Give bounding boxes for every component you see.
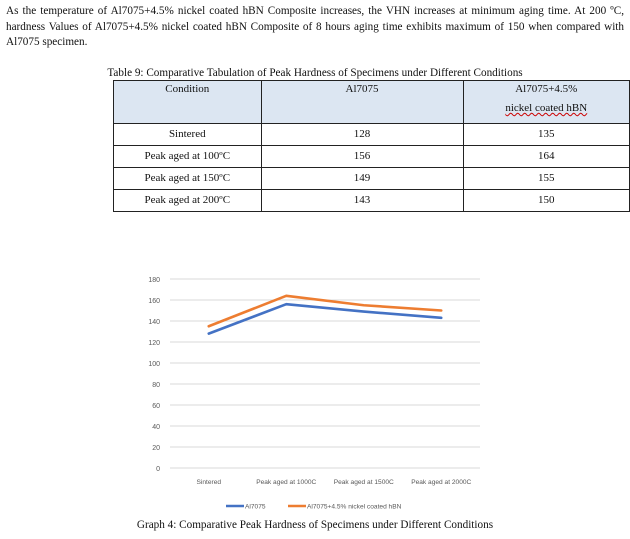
body-paragraph: As the temperature of Al7075+4.5% nickel coated hBN Composite increases, the VHN increases at minimum aging time. At 200 ºC, hardness Values of Al7075+4.5% nickel coated hBN Composite of 8 hours aging time exhibits maximum of 150 when compared with Al7075 specimen. xyxy=(6,5,624,48)
table-cell: 143 xyxy=(261,190,463,212)
table-caption: Table 9: Comparative Tabulation of Peak Hardness of Specimens under Different Conditions xyxy=(107,67,523,79)
header-condition: Condition xyxy=(114,81,262,124)
chart-container xyxy=(140,265,490,518)
table-cell: 156 xyxy=(261,146,463,168)
y-tick-label: 180 xyxy=(148,277,160,284)
y-tick-label: 40 xyxy=(152,424,160,431)
x-tick-label: Peak aged at 2000C xyxy=(411,479,472,486)
table-cell: 164 xyxy=(463,146,629,168)
graph-caption: Graph 4: Comparative Peak Hardness of Specimens under Different Conditions xyxy=(136,519,494,531)
y-tick-label: 0 xyxy=(156,466,160,473)
header-composite xyxy=(463,81,629,124)
table-cell: 128 xyxy=(261,124,463,146)
table-row xyxy=(114,124,630,146)
table-cell: 135 xyxy=(463,124,629,146)
table-header-row xyxy=(114,81,630,124)
y-tick-label: 120 xyxy=(148,340,160,347)
hardness-table xyxy=(113,80,630,212)
table-cell: 150 xyxy=(463,190,629,212)
table-row xyxy=(114,146,630,168)
legend-label: Al7075 xyxy=(245,503,266,511)
line-chart xyxy=(140,265,490,513)
table-cell: 155 xyxy=(463,168,629,190)
x-tick-label: Sintered xyxy=(196,479,222,486)
header-composite-line1: Al7075+4.5% xyxy=(515,83,578,95)
y-tick-label: 80 xyxy=(152,382,160,389)
y-tick-label: 60 xyxy=(152,403,160,410)
table-cell: Peak aged at 200ºC xyxy=(114,190,262,212)
y-tick-label: 100 xyxy=(148,361,160,368)
x-tick-label: Peak aged at 1000C xyxy=(256,479,317,486)
table-cell: 149 xyxy=(261,168,463,190)
x-tick-label: Peak aged at 1500C xyxy=(333,479,394,486)
table-row xyxy=(114,190,630,212)
y-tick-label: 140 xyxy=(148,319,160,326)
legend-label: Al7075+4.5% nickel coated hBN xyxy=(307,503,402,511)
table-cell: Peak aged at 100ºC xyxy=(114,146,262,168)
table-cell: Sintered xyxy=(114,124,262,146)
header-composite-line2: nickel coated hBN xyxy=(505,102,588,114)
table-cell: Peak aged at 150ºC xyxy=(114,168,262,190)
table-row xyxy=(114,168,630,190)
y-tick-label: 20 xyxy=(152,445,160,452)
header-al7075: Al7075 xyxy=(261,81,463,124)
y-tick-label: 160 xyxy=(148,298,160,305)
